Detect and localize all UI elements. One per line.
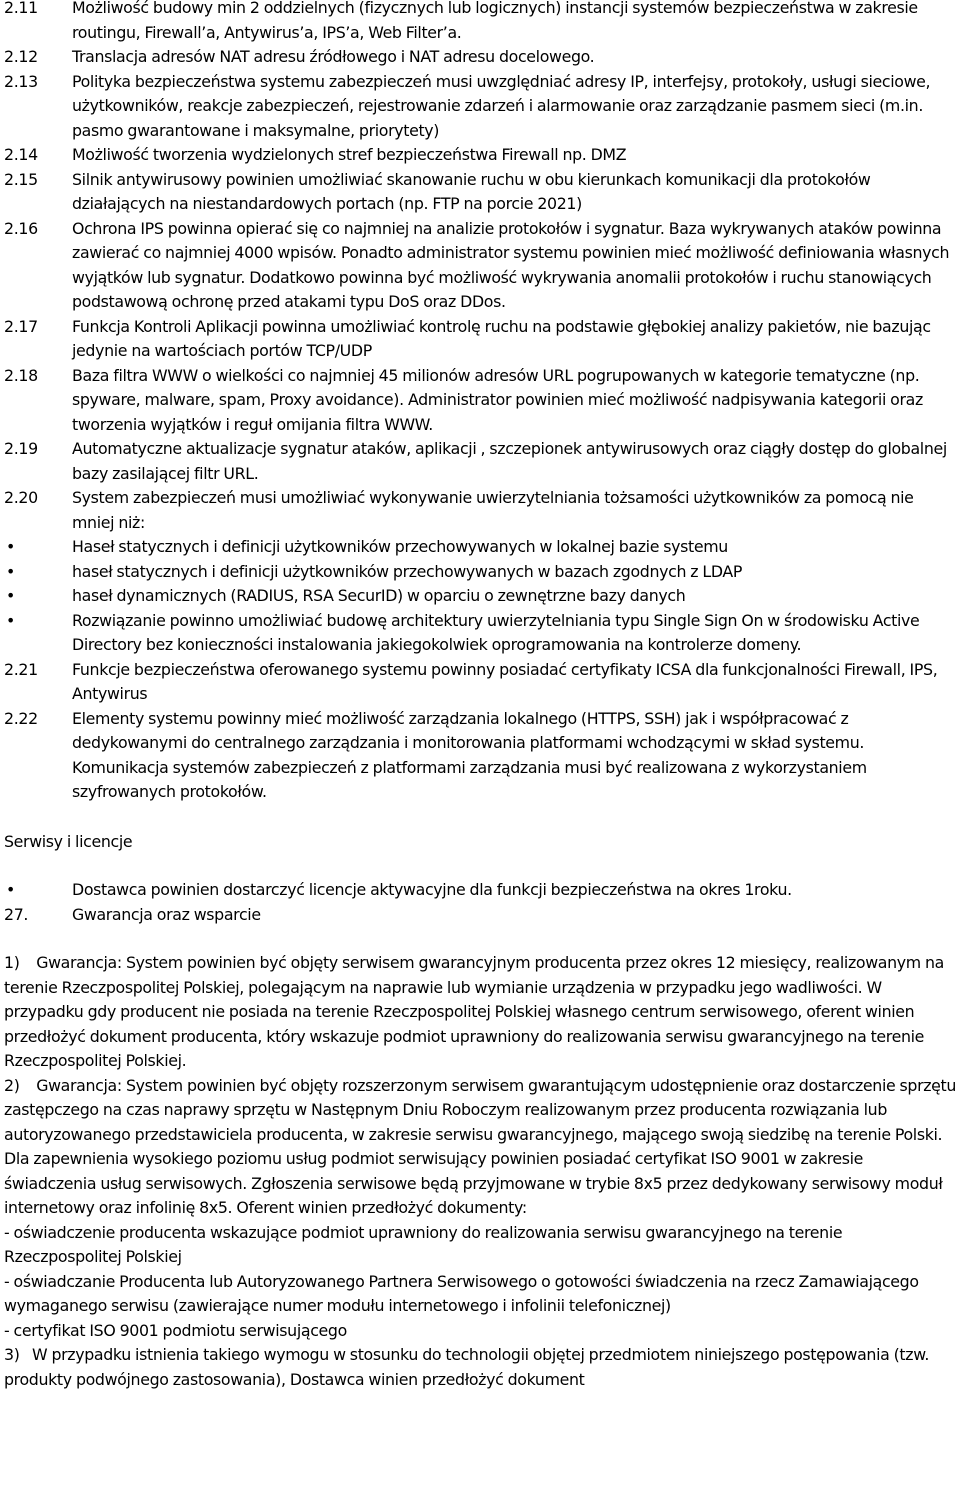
item-text: Ochrona IPS powinna opierać się co najmniej na analizie protokołów i sygnatur. Baza wykrywanych ataków powinna zawierać co najmniej 4000 wpisów. Ponadto administrator systemu powinien mieć możliwość definiowania własnych wyjątków lub sygnatur. Dodatkowo powinna być możliwość wykrywania anomalii protokołów i ruchu stanowiących podstawową ochronę przed atakami typu DoS oraz DDos. (72, 218, 950, 311)
bullet-item (0, 584, 958, 609)
item-number: 2.11 (4, 0, 38, 17)
item-text: System zabezpieczeń musi umożliwiać wykonywanie uwierzytelniania tożsamości użytkowników za pomocą nie mniej niż: (72, 488, 914, 532)
item-number: 2.21 (4, 659, 38, 679)
list-item (0, 364, 958, 438)
bullet-item (0, 535, 958, 560)
paragraph: - oświadczanie Producenta lub Autoryzowanego Partnera Serwisowego o gotowości świadczenia na rzecz Zamawiającego wymaganego serwisu (zawierające numer modułu internetowego i infolinii telefonicznej) (4, 1271, 919, 1315)
item-number: 2.12 (4, 47, 38, 66)
item-number: 2.19 (4, 439, 38, 458)
item-text: Automatyczne aktualizacje sygnatur ataków, aplikacji , szczepionek antywirusowych oraz ciągły dostęp do globalnej bazy zasilającej filtr URL. (72, 439, 947, 483)
item-number: 27. (4, 904, 29, 924)
bullet-icon: • (6, 537, 15, 556)
list-item (0, 486, 958, 535)
item-text: Możliwość tworzenia wydzielonych stref bezpieczeństwa Firewall np. DMZ (72, 145, 627, 164)
bullet-text: haseł dynamicznych (RADIUS, RSA SecurID) w oparciu o zewnętrzne bazy danych (72, 586, 686, 605)
paragraph: 3) W przypadku istnienia takiego wymogu w stosunku do technologii objętej przedmiotem niniejszego postępowania (tzw. produkty podwójnego zastosowania), Dostawca winien przedłożyć dokument (4, 1345, 930, 1389)
bullet-item (0, 609, 958, 658)
paragraph: - certyfikat ISO 9001 podmiotu serwisującego (4, 1320, 347, 1340)
bullet-icon: • (6, 880, 15, 899)
bullet-text: Haseł statycznych i definicji użytkowników przechowywanych w lokalnej bazie systemu (72, 537, 728, 556)
bullet-item (0, 560, 958, 585)
item-number: 2.17 (4, 316, 38, 336)
item-number: 2.20 (4, 488, 38, 507)
item-text: Silnik antywirusowy powinien umożliwiać skanowanie ruchu w obu kierunkach komunikacji dla protokołów działających na niestandardowych portach (np. FTP na porcie 2021) (72, 169, 871, 213)
item-text: Baza filtra WWW o wielkości co najmniej 45 milionów adresów URL pogrupowanych w kategorie tematyczne (np. spyware, malware, spam, Proxy avoidance). Administrator powinien mieć możliwość nadpisywania kategorii oraz tworzenia wyjątków i reguł omijania filtra WWW. (72, 365, 923, 434)
list-item (0, 315, 958, 364)
item-text: Gwarancja oraz wsparcie (72, 904, 261, 924)
bullet-text: Dostawca powinien dostarczyć licencje aktywacyjne dla funkcji bezpieczeństwa na okres 1roku. (72, 880, 792, 899)
list-item (0, 658, 958, 707)
bullet-icon: • (6, 610, 15, 630)
bullet-icon: • (6, 586, 15, 605)
item-text: Polityka bezpieczeństwa systemu zabezpieczeń musi uwzględniać adresy IP, interfejsy, protokoły, usługi sieciowe, użytkowników, reakcje zabezpieczeń, rejestrowanie zdarzeń i alarmowanie oraz zarządzanie pasmem sieci (m.in. pasmo gwarantowane i maksymalne, priorytety) (72, 71, 931, 140)
item-text: Funkcja Kontroli Aplikacji powinna umożliwiać kontrolę ruchu na podstawie głębokiej analizy pakietów, nie bazując jedynie na wartościach portów TCP/UDP (72, 316, 931, 360)
paragraph: 1) Gwarancja: System powinien być objęty serwisem gwarancyjnym producenta przez okres 12 miesięcy, realizowanym na terenie Rzeczpospolitej Polskiej, polegającym na naprawie lub wymianie urządzenia w przypadku jego wadliwości. W przypadku gdy producent nie posiada na terenie Rzeczpospolitej Polskiej własnego centrum serwisowego, oferent winien przedłożyć dokument producenta, który wskazuje podmiot uprawniony do realizowania serwisu gwarancyjnego na terenie Rzeczpospolitej Polskiej. (4, 953, 944, 1070)
item-text: Możliwość budowy min 2 oddzielnych (fizycznych lub logicznych) instancji systemów bezpieczeństwa w zakresie routingu, Firewall’a, Antywirus’a, IPS’a, Web Filter’a. (72, 0, 918, 42)
list-item (0, 217, 958, 315)
item-number: 2.14 (4, 145, 38, 164)
list-item (0, 903, 958, 928)
section-title: Serwisy i licencje (4, 831, 133, 851)
item-number: 2.16 (4, 218, 38, 238)
item-text: Funkcje bezpieczeństwa oferowanego systemu powinny posiadać certyfikaty ICSA dla funkcjonalności Firewall, IPS, Antywirus (72, 659, 938, 703)
item-number: 2.22 (4, 708, 38, 728)
bullet-item (0, 878, 958, 903)
list-item (0, 707, 958, 805)
list-item (0, 437, 958, 486)
bullet-text: Rozwiązanie powinno umożliwiać budowę architektury uwierzytelniania typu Single Sign On w środowisku Active Directory bez konieczności instalowania jakiegokolwiek oprogramowania na kontrolerze domeny. (72, 610, 920, 654)
list-item (0, 45, 958, 70)
list-item (0, 143, 958, 168)
item-number: 2.13 (4, 71, 38, 91)
list-item (0, 0, 958, 45)
item-number: 2.15 (4, 169, 38, 189)
paragraph: - oświadczenie producenta wskazujące podmiot uprawniony do realizowania serwisu gwarancyjnego na terenie Rzeczpospolitej Polskiej (4, 1222, 843, 1266)
item-text: Elementy systemu powinny mieć możliwość zarządzania lokalnego (HTTPS, SSH) jak i współpracować z dedykowanymi do centralnego zarządzania i monitorowania platformami wchodzącymi w skład systemu. Komunikacja systemów zabezpieczeń z platformami zarządzania musi być realizowana z wykorzystaniem szyfrowanych protokołów. (72, 708, 867, 801)
bullet-icon: • (6, 561, 15, 581)
list-item (0, 70, 958, 144)
paragraph: Dla zapewnienia wysokiego poziomu usług podmiot serwisujący powinien posiadać certyfikat ISO 9001 w zakresie świadczenia usług serwisowych. Zgłoszenia serwisowe będą przyjmowane w trybie 8x5 przez dedykowany serwisowy moduł internetowy oraz infolinię 8x5. Oferent winien przedłożyć dokumenty: (4, 1149, 943, 1217)
item-number: 2.18 (4, 365, 38, 385)
paragraph: 2) Gwarancja: System powinien być objęty rozszerzonym serwisem gwarantującym udostępnienie oraz dostarczenie sprzętu zastępczego na czas naprawy sprzętu w Następnym Dniu Roboczym realizowanym przez producenta rozwiązania lub autoryzowanego przedstawiciela producenta, w zakresie serwisu gwarancyjnego, mającego swoją siedzibę na terenie Polski. (4, 1075, 957, 1144)
list-item (0, 168, 958, 217)
bullet-text: haseł statycznych i definicji użytkowników przechowywanych w bazach zgodnych z LDAP (72, 561, 743, 581)
item-text: Translacja adresów NAT adresu źródłowego i NAT adresu docelowego. (72, 47, 595, 66)
